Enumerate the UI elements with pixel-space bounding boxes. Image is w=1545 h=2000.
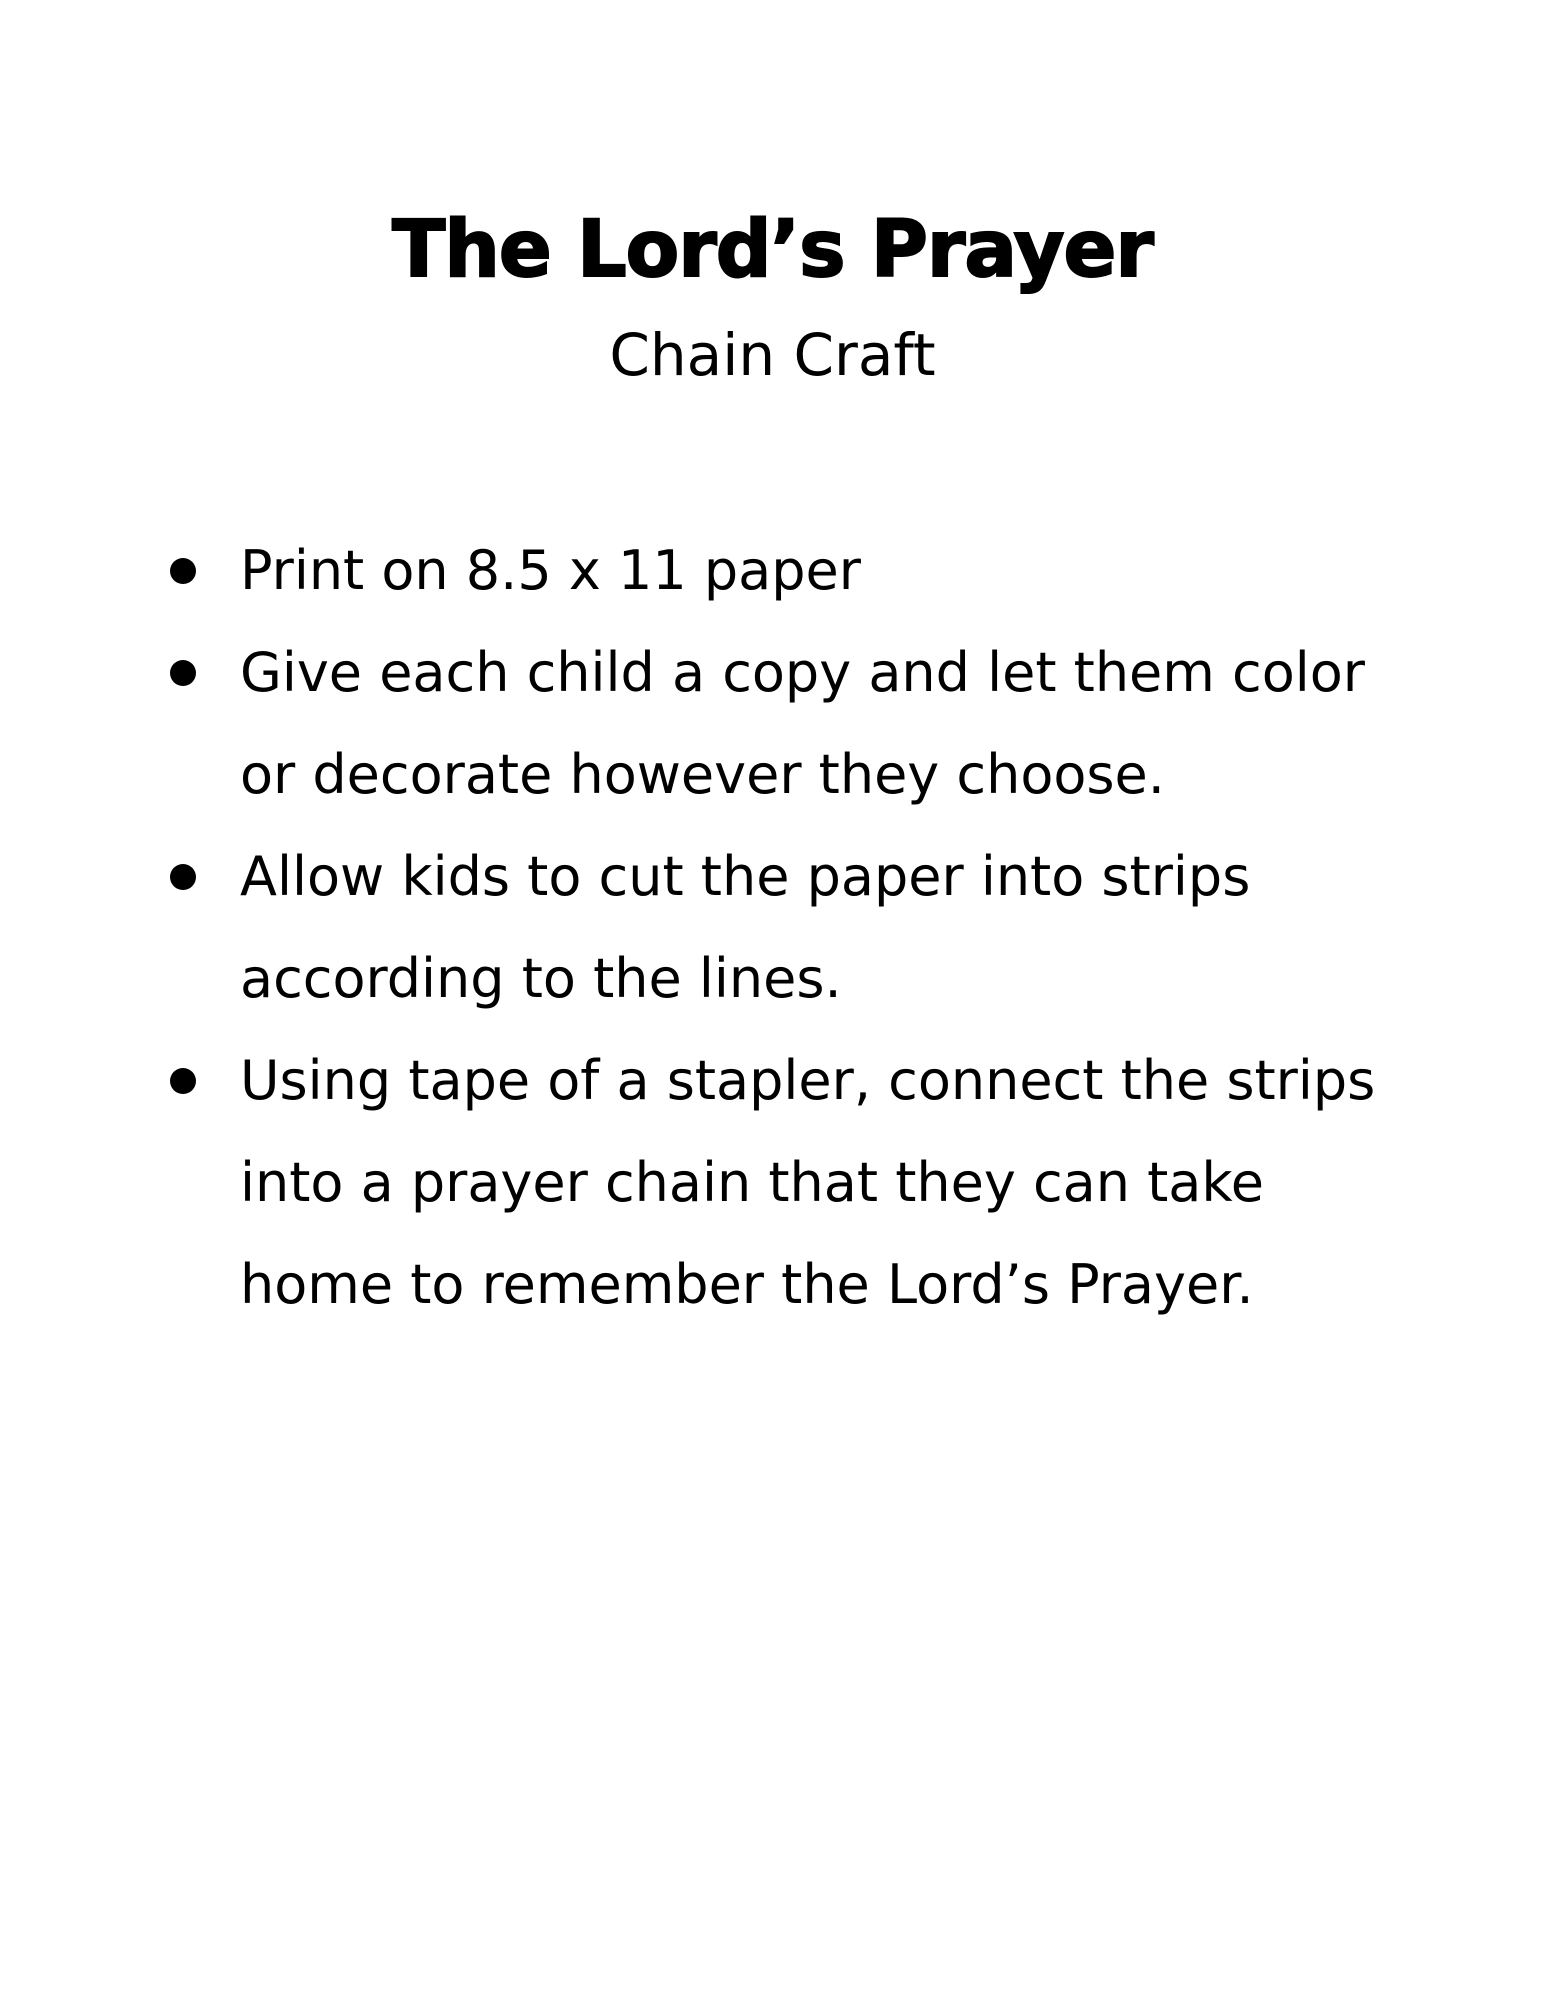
bullet-icon xyxy=(170,660,196,686)
step-text: Allow kids to cut the paper into strips according to the lines. xyxy=(240,845,1251,1010)
step-text: Using tape of a stapler, connect the strips into a prayer chain that they can take home to remember the Lord’s Prayer. xyxy=(240,1049,1376,1316)
bullet-icon xyxy=(170,1068,196,1094)
step-text: Print on 8.5 x 11 paper xyxy=(240,539,861,602)
list-item xyxy=(170,1030,1420,1336)
page-subtitle: Chain Craft xyxy=(609,321,936,389)
step-text: Give each child a copy and let them color or decorate however they choose. xyxy=(240,641,1366,806)
list-item xyxy=(170,826,1420,1030)
bullet-icon xyxy=(170,864,196,890)
page-title: The Lord’s Prayer xyxy=(392,205,1153,295)
bullet-icon xyxy=(170,558,196,584)
instruction-list xyxy=(170,520,1420,1336)
list-item xyxy=(170,622,1420,826)
list-item xyxy=(170,520,1420,622)
